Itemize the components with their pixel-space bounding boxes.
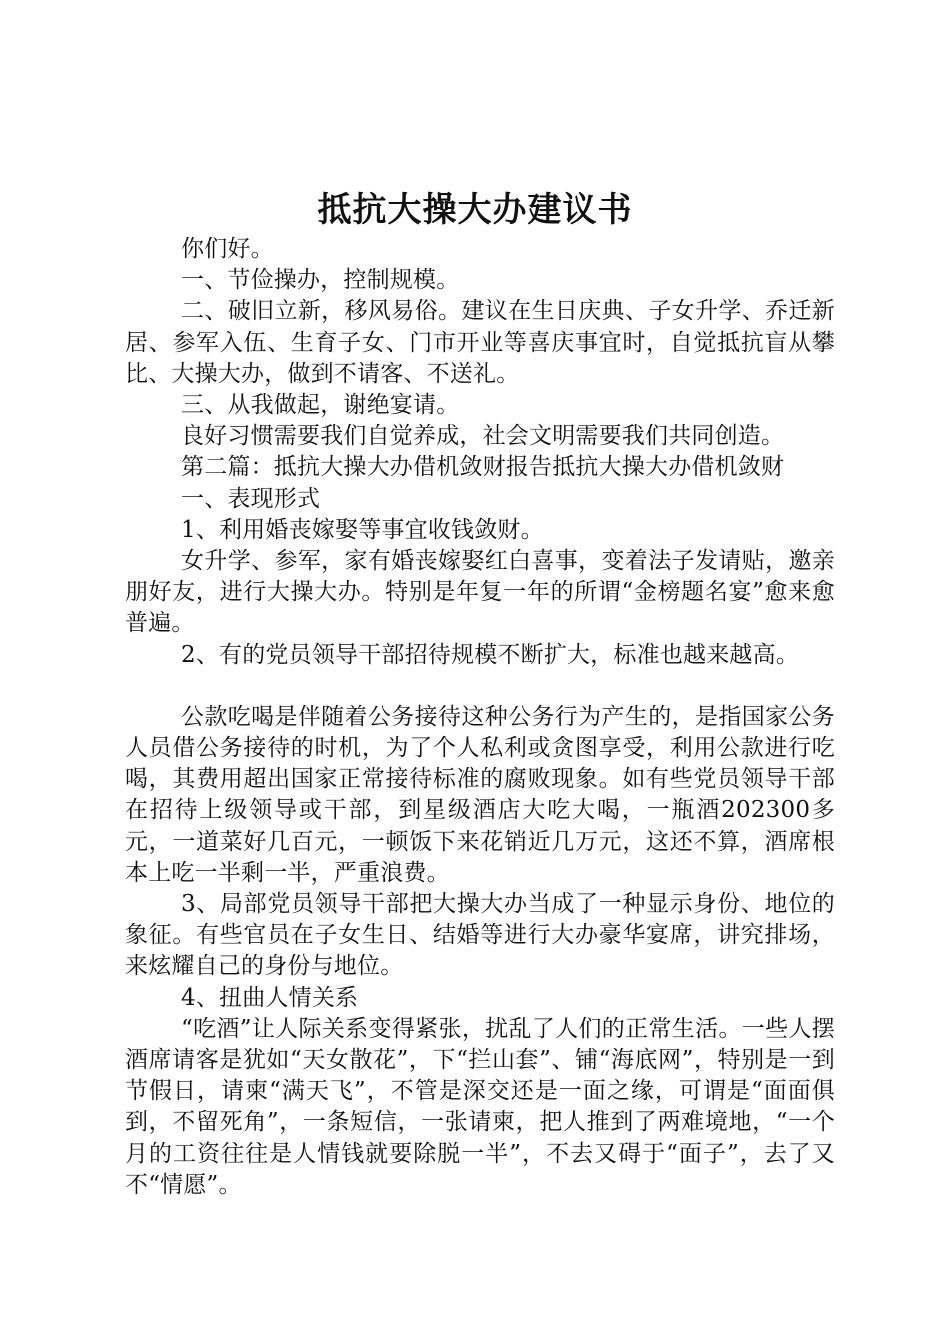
paragraph-item-1-detail: 女升学、参军，家有婚丧嫁娶红白喜事，变着法子发请贴，邀亲朋好友，进行大操大办。特别是年复一年的所谓“金榜题名宴”愈来愈普遍。 [125, 548, 835, 637]
paragraph-item-4: 4、扭曲人情关系 [181, 984, 359, 1011]
paragraph-greeting: 你们好。 [181, 236, 274, 262]
paragraph-point-1: 一、节俭操办，控制规模。 [181, 267, 460, 294]
paragraph-forms-heading: 一、表现形式 [181, 485, 321, 512]
paragraph-section-two-heading: 第二篇：抵抗大操大办借机敛财报告抵抗大操大办借机敛财 [181, 454, 785, 481]
paragraph-item-4-detail: “吃酒”让人际关系变得紧张，扰乱了人们的正常生活。一些人摆酒席请客是犹如“天女散花”，下“拦山套”、铺“海底网”，特别是一到节假日，请柬“满天飞”，不管是深交还是一面之缘，可谓是“面面俱到，不留死角”，一条短信，一张请柬，把人推到了两难境地，“一个月的工资往往是人情钱就要除脱一半”，不去又碍于“面子”，去了又不“情愿”。 [125, 1015, 835, 1198]
paragraph-item-2-detail: 公款吃喝是伴随着公务接待这种公务行为产生的，是指国家公务人员借公务接待的时机，为了个人私利或贪图享受，利用公款进行吃喝，其费用超出国家正常接待标准的腐败现象。如有些党员领导干部在招待上级领导或干部，到星级酒店大吃大喝，一瓶酒202300多元，一道菜好几百元，一顿饭下来花销近几万元，这还不算，酒席根本上吃一半剩一半，严重浪费。 [125, 703, 835, 886]
paragraph-item-2: 2、有的党员领导干部招待规模不断扩大，标准也越来越高。 [181, 641, 800, 668]
paragraph-closing: 良好习惯需要我们自觉养成，社会文明需要我们共同创造。 [181, 423, 785, 450]
paragraph-point-2: 二、破旧立新，移风易俗。建议在生日庆典、子女升学、乔迁新居、参军入伍、生育子女、门市开业等喜庆事宜时，自觉抵抗盲从攀比、大操大办，做到不请客、不送礼。 [125, 298, 835, 387]
paragraph-item-3: 3、局部党员领导干部把大操大办当成了一种显示身份、地位的象征。有些官员在子女生日、结婚等进行大办豪华宴席，讲究排场，来炫耀自己的身份与地位。 [125, 891, 835, 980]
document-title: 抵抗大操大办建议书 [317, 190, 633, 230]
paragraph-spacer [125, 671, 835, 702]
document-body [125, 234, 835, 1201]
paragraph-item-1: 1、利用婚丧嫁娶等事宜收钱敛财。 [181, 516, 544, 543]
paragraph-point-3: 三、从我做起，谢绝宴请。 [181, 392, 460, 419]
